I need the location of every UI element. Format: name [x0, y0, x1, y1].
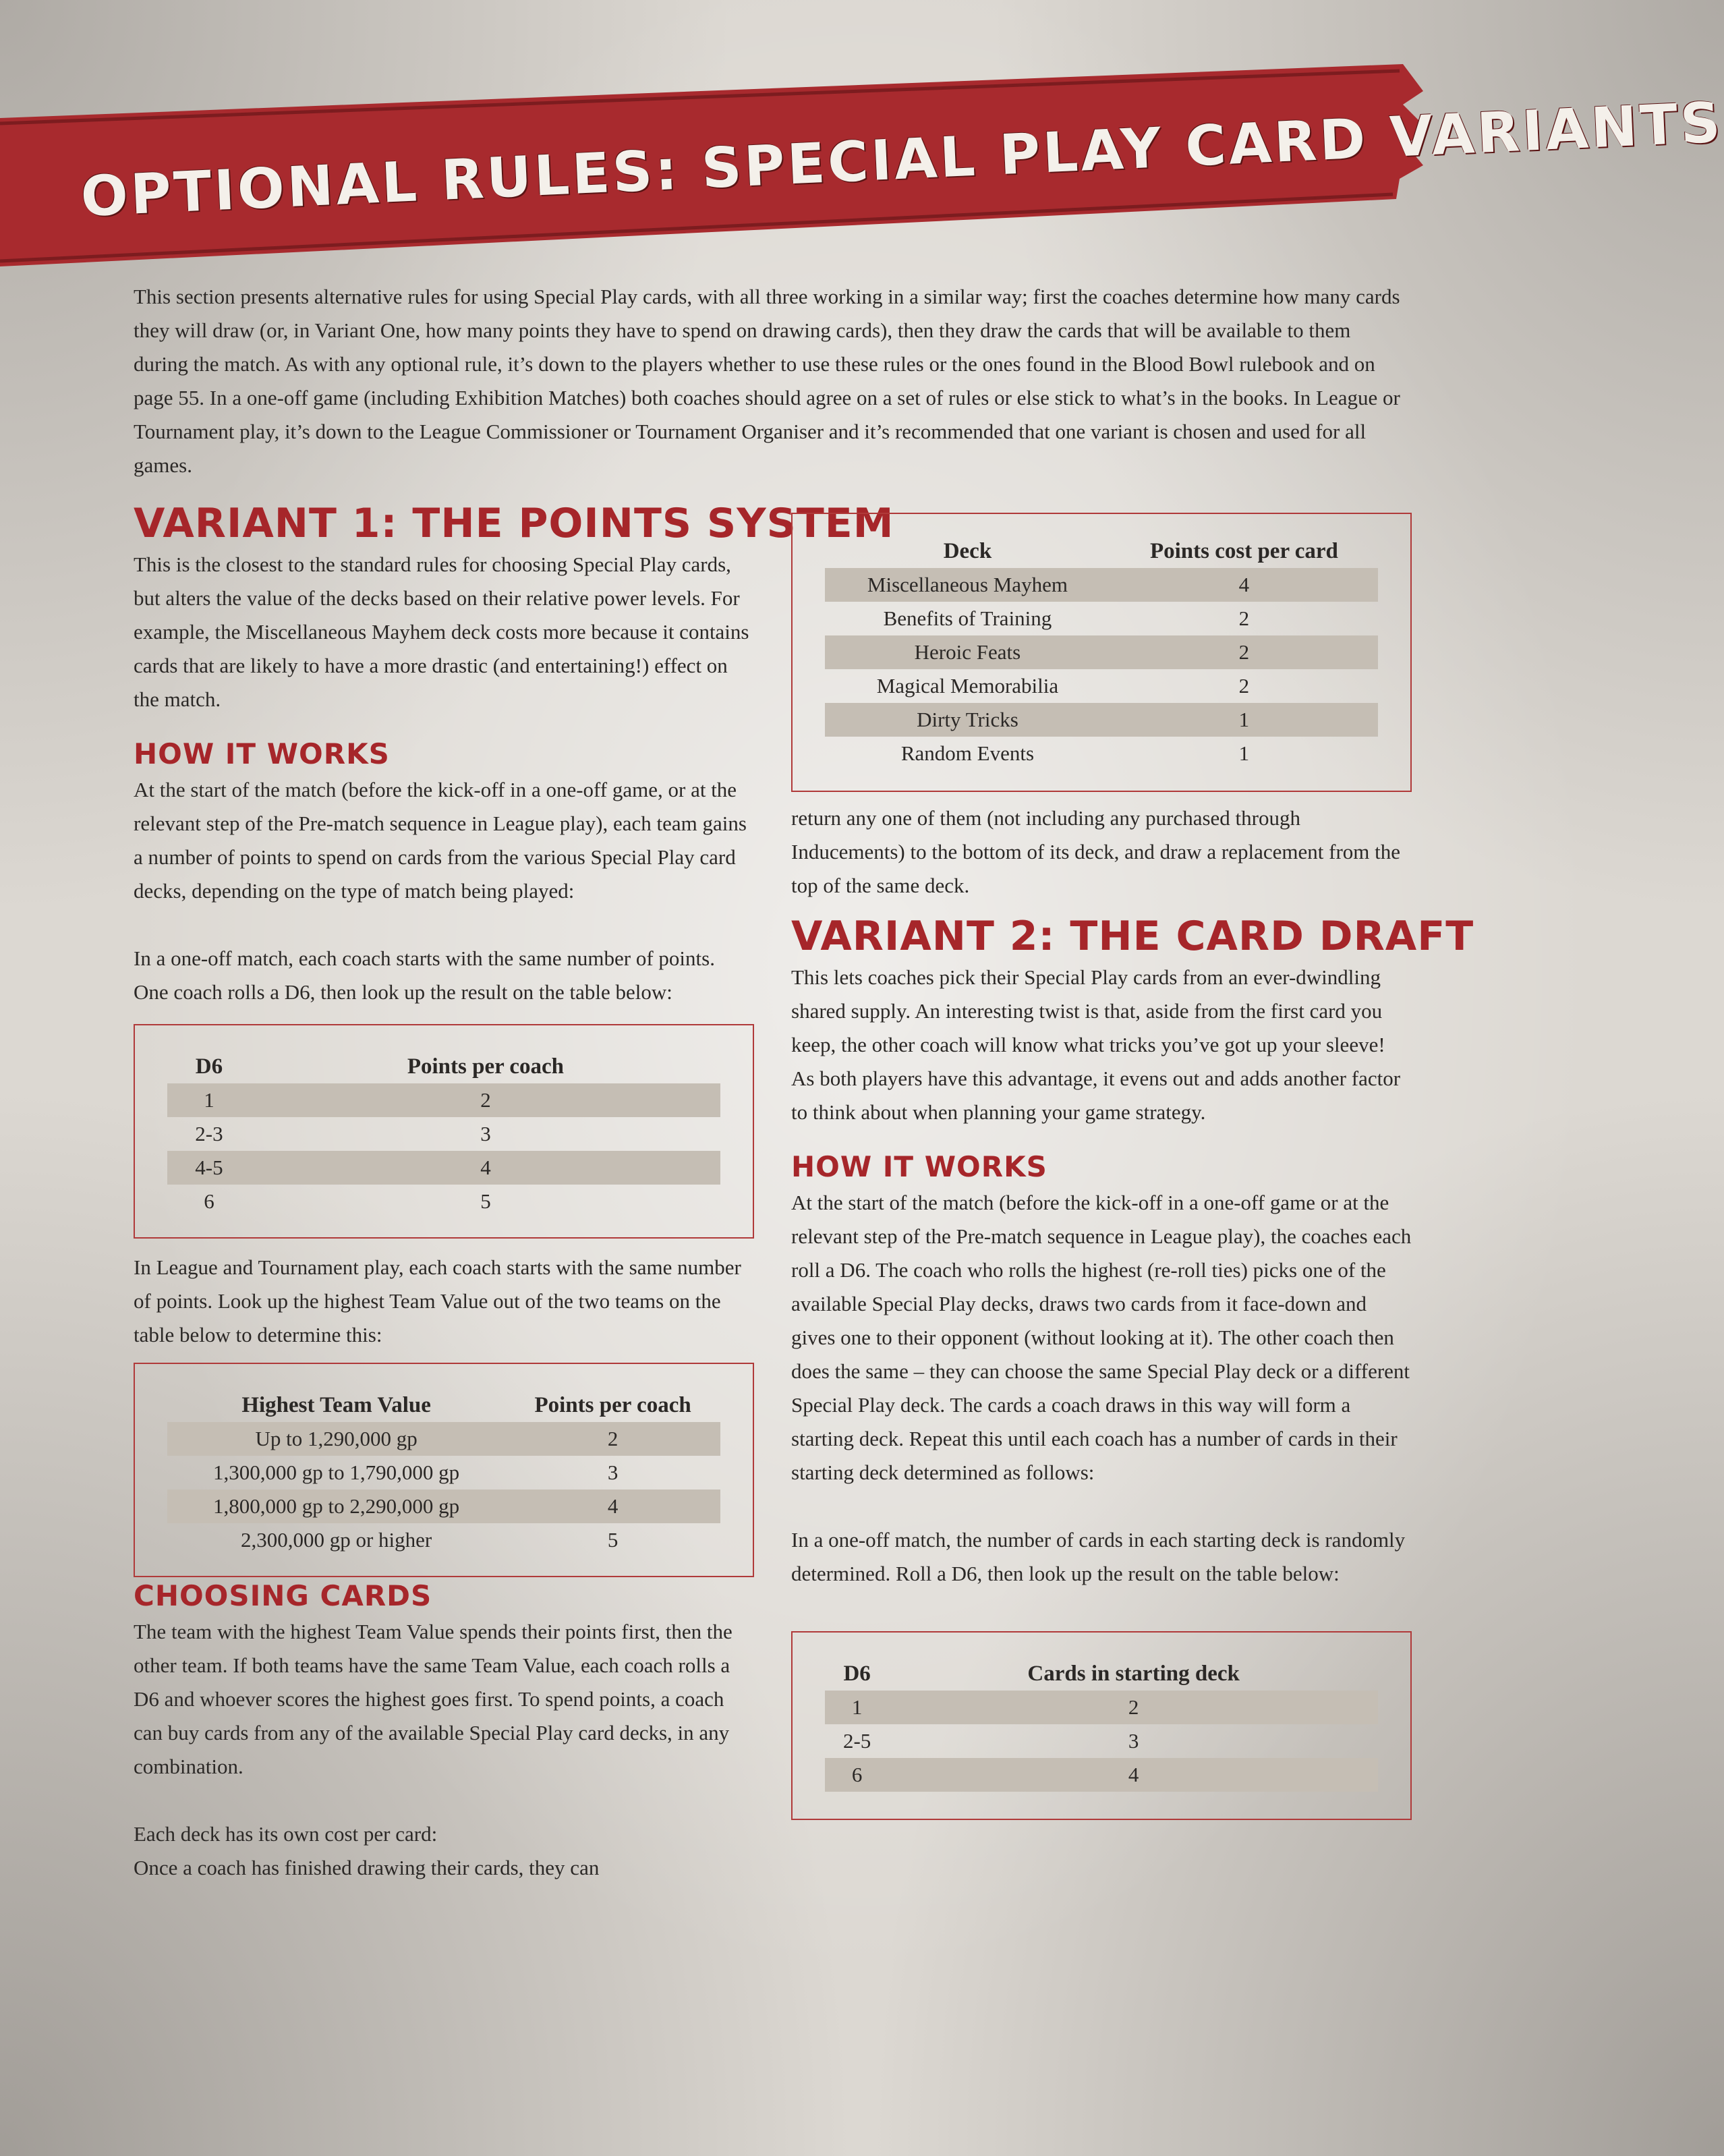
table-row [825, 1691, 1378, 1724]
table-cell: 3 [480, 1122, 491, 1145]
table-header: D6 [195, 1054, 223, 1079]
table-cell: 1 [825, 1691, 889, 1724]
table-cell: Heroic Feats [825, 635, 1110, 669]
table-cell: 2 [1238, 674, 1250, 698]
table-cell: 4 [1110, 568, 1378, 602]
table-cell: 6 [204, 1189, 214, 1213]
table-cell: 4 [251, 1151, 720, 1185]
return-text: return any one of them (not including any purchased through Inducements) to the bottom of its deck, and draw a replacement from the top of the same deck. [791, 806, 1400, 897]
table-cell: 5 [607, 1528, 619, 1552]
table-row [167, 1523, 720, 1557]
table-cell: 1,300,000 gp to 1,790,000 gp [213, 1460, 460, 1484]
variant1-oneoff-text: In a one-off match, each coach starts with the same number of points. One coach rolls a D6, then look up the result on the table below: [134, 946, 715, 1004]
table-cell: 4 [889, 1758, 1378, 1792]
table-cell: 2 [889, 1691, 1378, 1724]
table-row [167, 1117, 720, 1151]
title-banner [0, 64, 1724, 273]
table-cell: Up to 1,290,000 gp [167, 1422, 505, 1456]
table-header: Highest Team Value [241, 1393, 431, 1417]
table-header: D6 [843, 1662, 871, 1686]
table-row [167, 1456, 720, 1490]
table-cell: 2 [1238, 606, 1250, 630]
table-cell: 2 [1110, 635, 1378, 669]
table-cell: 2,300,000 gp or higher [240, 1528, 432, 1552]
table-cell: 3 [607, 1460, 619, 1484]
table-cell: 2 [251, 1083, 720, 1117]
table-cell: 4-5 [167, 1151, 251, 1185]
table-header: Points cost per card [1149, 539, 1338, 563]
variant1-how-heading: HOW IT WORKS [134, 737, 390, 770]
variant2-how-heading: HOW IT WORKS [791, 1150, 1047, 1183]
table-cell: 2-3 [195, 1122, 223, 1145]
table-cell: 3 [1128, 1729, 1139, 1753]
table-cell: Miscellaneous Mayhem [825, 568, 1110, 602]
team-value-table [134, 1363, 754, 1577]
table-row [825, 703, 1378, 737]
table-row [825, 737, 1378, 770]
table-cell: 5 [480, 1189, 491, 1213]
table-cell: Magical Memorabilia [876, 674, 1059, 698]
table-cell: 4 [505, 1490, 720, 1523]
table-row [825, 568, 1378, 602]
table-row [825, 669, 1378, 703]
choosing-cards-heading: CHOOSING CARDS [134, 1579, 432, 1612]
right-column [791, 513, 1474, 1820]
choosing-cards-text: The team with the highest Team Value spends their points first, then the other team. If both teams have the same Team Value, each coach rolls a D6 and whoever scores the highest goes first. To spend points, a coach can buy cards from any of the available Special Play card decks, in any combination. [134, 1620, 732, 1778]
deck-cost-text: Each deck has its own cost per card: [134, 1822, 438, 1846]
variant1-heading: VARIANT 1: THE POINTS SYSTEM [134, 500, 894, 547]
variant2-oneoff-text: In a one-off match, the number of cards in each starting deck is randomly determined. Roll a D6, then look up the result on the table below: [791, 1528, 1406, 1585]
variant1-intro: This is the closest to the standard rules for choosing Special Play cards, but alters the value of the decks based on their relative power levels. For example, the Miscellaneous Mayhem deck costs more because it contains cards that are likely to have a more drastic (and entertaining!) effect on the match. [134, 552, 749, 711]
intro-paragraph: This section presents alternative rules for using Special Play cards, with all three working in a similar way; first the coaches determine how many cards they will draw (or, in Variant One, how many points they have to spend on drawing cards), then they draw the cards that will be available to them during the match. As with any optional rule, it’s down to the players whether to use these rules or the ones found in the Blood Bowl rulebook and on page 55. In a one-off game (including Exhibition Matches) both coaches should agree on a set of rules or else stick to what’s in the books. In League or Tournament play, it’s down to the League Commissioner or Tournament Organiser and it’s recommended that one variant is chosen and used for all games. [134, 285, 1400, 477]
table-header: Points per coach [534, 1393, 691, 1417]
table-cell: Dirty Tricks [825, 703, 1110, 737]
variant2-heading: VARIANT 2: THE CARD DRAFT [791, 913, 1474, 960]
d6-points-table [134, 1024, 754, 1239]
table-row [825, 602, 1378, 635]
table-row [825, 1758, 1378, 1792]
starting-deck-table [791, 1631, 1412, 1820]
table-cell: 1 [1110, 703, 1378, 737]
deck-cost-table [791, 513, 1412, 792]
table-header: Points per coach [407, 1054, 565, 1079]
variant2-intro: This lets coaches pick their Special Play cards from an ever-dwindling shared supply. An interesting twist is that, aside from the first card you keep, the other coach will know what tricks you’ve got up your sleeve! As both players have this advantage, it evens out and adds another factor to think about when planning your game strategy. [791, 965, 1401, 1124]
table-row [825, 635, 1378, 669]
variant2-how-text: At the start of the match (before the kick-off in a one-off game or at the relevant step of the Pre-match sequence in League play), the coaches each roll a D6. The coach who rolls the highest (re-roll ties) picks one of the available Special Play decks, draws two cards from it face-down and gives one to their opponent (without looking at it). The other coach then does the same – they can choose the same Special Play deck or a different Special Play deck. The cards a coach draws in this way will form a starting deck. Repeat this until each coach has a number of cards in their starting deck determined as follows: [791, 1191, 1412, 1484]
table-row [167, 1151, 720, 1185]
table-header: Cards in starting deck [1027, 1662, 1240, 1686]
variant1-league-text: In League and Tournament play, each coach starts with the same number of points. Look up the highest Team Value out of the two teams on the table below to determine this: [134, 1255, 741, 1346]
page-title: OPTIONAL RULES: SPECIAL PLAY CARD VARIANTS [79, 90, 1724, 229]
table-row [167, 1490, 720, 1523]
table-cell: 2-5 [842, 1729, 871, 1753]
table-cell: 1 [1238, 741, 1250, 765]
table-cell: 1 [167, 1083, 251, 1117]
table-row [167, 1083, 720, 1117]
table-cell: 6 [825, 1758, 889, 1792]
table-row [825, 1724, 1378, 1758]
table-header: Deck [943, 539, 992, 563]
variant1-how-text: At the start of the match (before the kick-off in a one-off game, or at the relevant step of the Pre-match sequence in League play), each team gains a number of points to spend on cards from the various Special Play card decks, depending on the type of match being played: [134, 778, 747, 903]
once-text: Once a coach has finished drawing their cards, they can [134, 1856, 600, 1879]
table-cell: Benefits of Training [883, 606, 1052, 630]
table-row [167, 1185, 720, 1218]
table-cell: 2 [505, 1422, 720, 1456]
table-row [167, 1422, 720, 1456]
table-cell: 1,800,000 gp to 2,290,000 gp [167, 1490, 505, 1523]
table-cell: Random Events [900, 741, 1035, 765]
